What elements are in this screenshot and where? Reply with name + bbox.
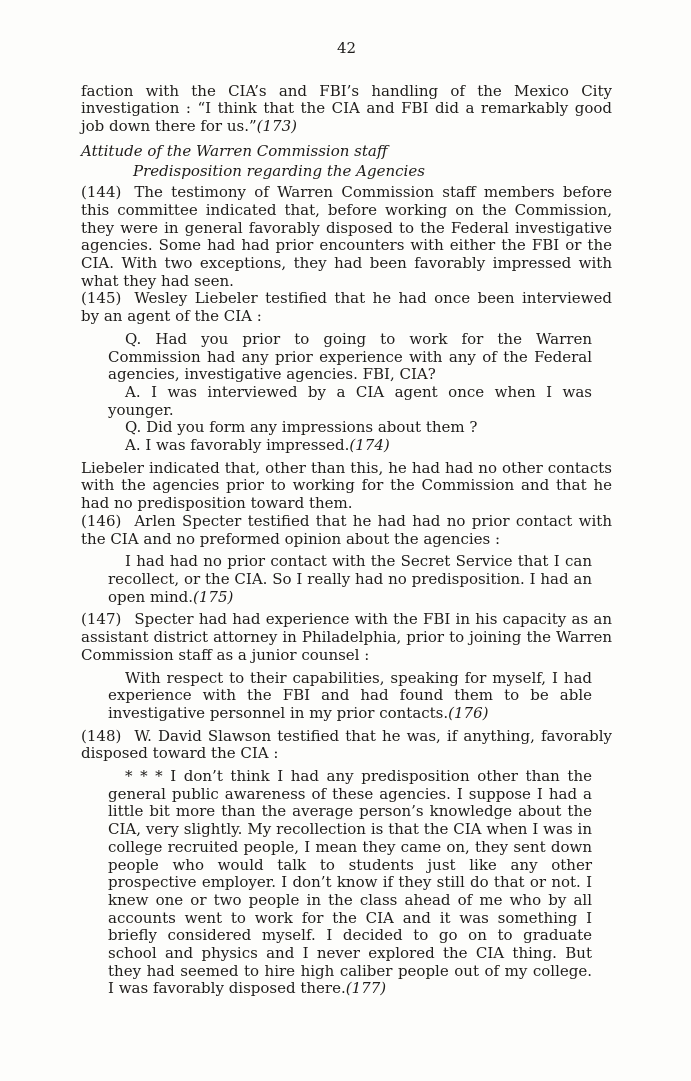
paragraph-liebeler-text: Liebeler indicated that, other than this, he had had no other contacts with the agencies prior to working for the Commission and that he had no predisposition toward them. — [81, 458, 612, 513]
footnote-ref-175: (175) — [193, 587, 234, 606]
paragraph-145-text: Wesley Liebeler testified that he had once been interviewed by an agent of the CIA : — [81, 289, 612, 326]
testimony-quote-145 — [108, 331, 592, 455]
paragraph-intro-text: faction with the CIA’s and FBI’s handling of the Mexico City investigation : “I think that the CIA and FBI did a remarkably good job down there for us.” — [81, 81, 612, 136]
paragraph-144-text: The testimony of Warren Commission staff members before this committee indicated that, before working on the Commission, they were in general favorably disposed to the Federal investigative agencies. Some had had prior encounters with either the FBI or the CIA. With two exceptions, they had been favorably impressed with what they had seen. — [81, 183, 612, 290]
paragraph-147-number: (147) — [81, 610, 122, 629]
quote-147-text — [108, 670, 592, 723]
paragraph-145-number: (145) — [81, 289, 122, 308]
footnote-ref-173: (173) — [256, 117, 297, 136]
quote-148-text — [108, 768, 592, 998]
testimony-quote-146 — [108, 553, 592, 606]
footnote-ref-177: (177) — [345, 979, 387, 998]
section-heading: Attitude of the Warren Commission staff — [81, 141, 388, 160]
qa-line-text: Q. Did you form any impressions about them ? — [125, 418, 478, 437]
paragraph-148 — [81, 728, 612, 763]
qa-line — [108, 331, 592, 384]
testimony-quote-147 — [108, 670, 592, 723]
paragraph-148-number: (148) — [81, 726, 122, 745]
quote-148-body: * * * I don’t think I had any predisposition other than the general public awareness of these agencies. I suppose I had a little bit more than the average person’s knowledge about the CIA, very slightly. My recollection is that the CIA when I was in college recruited people, I mean they came on, they sent down people who would talk to students just like any other prospective employer. I don’t know if they still do that or not. I knew one or two people in the class ahead of me who by all accounts went to work for the CIA and it was something I briefly considered myself. I decided to go on to graduate school and physics and I never explored the CIA thing. But they had seemed to hire high caliber people out of my college. I was favorably disposed there. — [108, 767, 592, 998]
quote-146-text — [108, 553, 592, 606]
paragraph-146 — [81, 513, 612, 548]
qa-line — [108, 437, 592, 455]
paragraph-intro — [81, 83, 612, 136]
paragraph-liebeler-continuation — [81, 460, 612, 513]
qa-line-text: A. I was interviewed by a CIA agent once when I was younger. — [108, 382, 592, 419]
paragraph-145 — [81, 290, 612, 325]
paragraph-146-number: (146) — [81, 511, 122, 530]
quote-147-body: With respect to their capabilities, speaking for myself, I had experience with the FBI and had found them to be able investigative personnel in my prior contacts. — [108, 668, 592, 722]
page-number: 42 — [336, 39, 357, 57]
testimony-quote-148 — [108, 768, 592, 998]
qa-line-text: Q. Had you prior to going to work for the Warren Commission had any prior experience with any of the Federal agencies, investigative agencies. FBI, CIA? — [108, 329, 592, 384]
qa-line — [108, 419, 592, 437]
footnote-ref-176: (176) — [448, 703, 489, 722]
quote-146-body: I had had no prior contact with the Secret Service that I can recollect, or the CIA. So I really had no predisposition. I had an open mind. — [108, 552, 592, 606]
paragraph-147-text: Specter had had experience with the FBI in his capacity as an assistant district attorney in Philadelphia, prior to joining the Warren Commission staff as a junior counsel : — [81, 610, 612, 664]
paragraph-144-number: (144) — [81, 183, 122, 202]
footnote-ref-174: (174) — [349, 436, 390, 455]
paragraph-147 — [81, 611, 612, 664]
paragraph-146-text: Arlen Specter testified that he had had no prior contact with the CIA and no preformed opinion about the agencies : — [81, 511, 612, 548]
qa-line — [108, 384, 592, 419]
paragraph-148-text: W. David Slawson testified that he was, if anything, favorably disposed toward the CIA : — [81, 726, 612, 763]
qa-line-text: A. I was favorably impressed. — [125, 436, 350, 455]
subsection-heading: Predisposition regarding the Agencies — [133, 161, 425, 180]
paragraph-144 — [81, 184, 612, 290]
